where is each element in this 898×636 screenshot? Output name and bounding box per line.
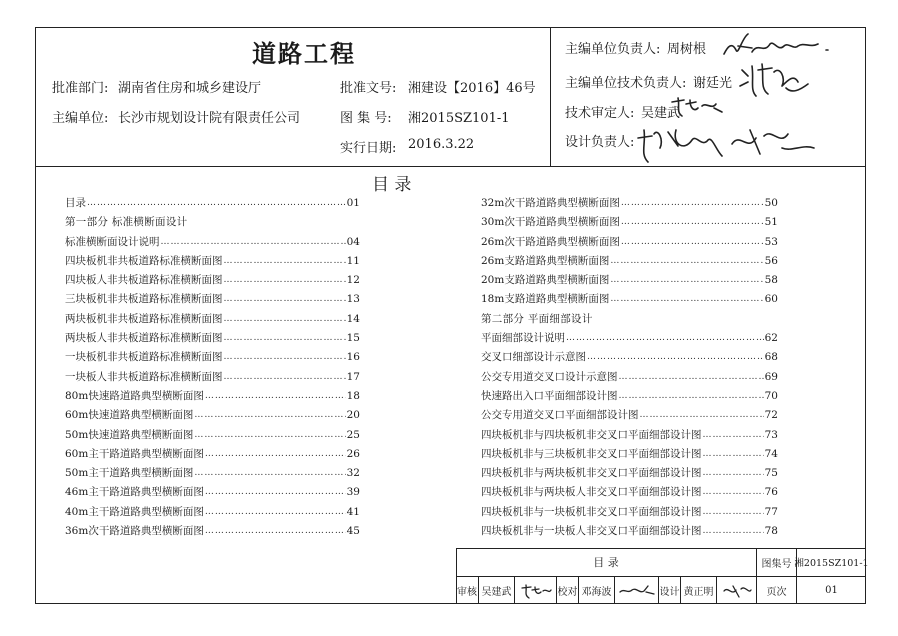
toc-item[interactable]: 26m次干路道路典型横断面图 …………………………………………………………………………………………………………………… 53: [481, 233, 778, 252]
toc-item[interactable]: 四块板机非与两块板人非交叉口平面细部设计图 …………………………………………………………………………………………………………………… 76: [481, 483, 778, 502]
title-block-atlas-no: 湘2015SZ101-1: [796, 548, 866, 576]
signature-design-lead: [632, 118, 822, 168]
atlas-label: 图 集 号:: [340, 111, 392, 126]
toc-item[interactable]: 四块板机非与两块板机非交叉口平面细部设计图 …………………………………………………………………………………………………………………… 75: [481, 464, 778, 483]
toc-item[interactable]: 两块板机非共板道路标准横断面图 …………………………………………………………………………………………………………………… 14: [65, 310, 360, 329]
document-title: 道路工程: [252, 40, 356, 68]
toc-item[interactable]: 一块板人非共板道路标准横断面图 …………………………………………………………………………………………………………………… 17: [65, 368, 360, 387]
title-block-name: 目 录: [593, 556, 619, 569]
chief-label: 主编单位负责人:: [565, 42, 661, 57]
toc-item[interactable]: 30m次干路道路典型横断面图 …………………………………………………………………………………………………………………… 51: [481, 213, 778, 232]
signature-chief: [718, 28, 838, 64]
title-block-grid: [456, 548, 869, 604]
toc-item-catalog[interactable]: 目录 …………………………………………………………………………………………………………………… 01: [65, 194, 360, 213]
toc-item[interactable]: 快速路出入口平面细部设计图 …………………………………………………………………………………………………………………… 70: [481, 387, 778, 406]
toc-item[interactable]: 四块板机非与一块板人非交叉口平面细部设计图 …………………………………………………………………………………………………………………… 78: [481, 522, 778, 541]
toc-item[interactable]: 80m快速路道路典型横断面图 …………………………………………………………………………………………………………………… 18: [65, 387, 360, 406]
signature-tech-review: [668, 94, 728, 120]
designer-signature-icon: [721, 582, 753, 600]
effective-date-label: 实行日期:: [340, 141, 397, 156]
title-block-page-no: 01: [796, 576, 866, 604]
toc-item[interactable]: 两块板人非共板道路标准横断面图 …………………………………………………………………………………………………………………… 15: [65, 329, 360, 348]
toc-heading: 目 录: [372, 175, 412, 195]
approval-dept-label: 批准部门:: [52, 81, 109, 96]
toc-section-part-one: 第一部分 标准横断面设计: [65, 216, 188, 229]
chief-name: 周树根: [667, 42, 707, 57]
toc-item[interactable]: 四块板机非与四块板机非交叉口平面细部设计图 …………………………………………………………………………………………………………………… 73: [481, 426, 778, 445]
atlas-value: 湘2015SZ101-1: [408, 111, 510, 126]
toc-item[interactable]: 60m快速道路典型横断面图 …………………………………………………………………………………………………………………… 20: [65, 406, 360, 425]
toc-item[interactable]: 18m支路道路典型横断面图 …………………………………………………………………………………………………………………… 60: [481, 290, 778, 309]
toc-item[interactable]: 36m次干路道路典型横断面图 …………………………………………………………………………………………………………………… 45: [65, 522, 360, 541]
header-divider-vertical: [550, 27, 551, 166]
toc-item[interactable]: 平面细部设计说明 …………………………………………………………………………………………………………………… 62: [481, 329, 778, 348]
title-block-designer-signature: [716, 576, 756, 604]
editor-unit-label: 主编单位:: [52, 111, 109, 126]
toc-item[interactable]: 三块板机非共板道路标准横断面图 …………………………………………………………………………………………………………………… 13: [65, 290, 360, 309]
title-block-design-label: 设计: [658, 576, 680, 604]
toc-item[interactable]: 四块板机非与三块板机非交叉口平面细部设计图 …………………………………………………………………………………………………………………… 74: [481, 445, 778, 464]
title-block-page-label: 页次: [756, 576, 796, 604]
toc-item[interactable]: 四块板机非与一块板机非交叉口平面细部设计图 …………………………………………………………………………………………………………………… 77: [481, 503, 778, 522]
tech-review-label: 技术审定人:: [565, 106, 635, 121]
checker-signature-icon: [618, 582, 656, 600]
title-block-check-label: 校对: [556, 576, 578, 604]
toc-item[interactable]: 26m支路道路典型横断面图 …………………………………………………………………………………………………………………… 56: [481, 252, 778, 271]
title-block-reviewer-signature: [514, 576, 556, 604]
toc-item[interactable]: 公交专用道交叉口设计示意图 …………………………………………………………………………………………………………………… 69: [481, 368, 778, 387]
toc-item[interactable]: 60m主干路道路典型横断面图 …………………………………………………………………………………………………………………… 26: [65, 445, 360, 464]
toc-column-left: [65, 194, 360, 541]
title-block-atlas-label: 图集号: [756, 548, 796, 576]
design-lead-label: 设计负责人:: [565, 135, 635, 150]
toc-section-part-two: 第二部分 平面细部设计: [481, 312, 593, 325]
title-block-checker: 邓海波: [578, 576, 614, 604]
tech-chief-label: 主编单位技术负责人:: [565, 76, 687, 91]
toc-item[interactable]: 32m次干路道路典型横断面图 …………………………………………………………………………………………………………………… 50: [481, 194, 778, 213]
effective-date-value: 2016.3.22: [408, 137, 475, 152]
title-block-reviewer: 吴建武: [478, 576, 514, 604]
toc-item[interactable]: 公交专用道交叉口平面细部设计图 …………………………………………………………………………………………………………………… 72: [481, 406, 778, 425]
title-block-designer: 黄正明: [680, 576, 716, 604]
signature-tech-chief: [738, 60, 818, 100]
tech-chief-name: 谢廷光: [693, 76, 733, 91]
toc-item[interactable]: 四块板人非共板道路标准横断面图 …………………………………………………………………………………………………………………… 12: [65, 271, 360, 290]
toc-item[interactable]: 50m快速道路典型横断面图 …………………………………………………………………………………………………………………… 25: [65, 426, 360, 445]
approval-doc-value: 湘建设【2016】46号: [408, 81, 536, 96]
editor-unit-value: 长沙市规划设计院有限责任公司: [118, 111, 301, 126]
reviewer-signature-icon: [519, 582, 553, 600]
toc-item[interactable]: 20m支路道路典型横断面图 …………………………………………………………………………………………………………………… 58: [481, 271, 778, 290]
toc-item[interactable]: 50m主干道路典型横断面图 …………………………………………………………………………………………………………………… 32: [65, 464, 360, 483]
toc-item[interactable]: 一块板机非共板道路标准横断面图 …………………………………………………………………………………………………………………… 16: [65, 348, 360, 367]
toc-item[interactable]: 46m主干路道路典型横断面图 …………………………………………………………………………………………………………………… 39: [65, 483, 360, 502]
tech-review-name: 吴建武: [641, 106, 681, 121]
title-block-checker-signature: [614, 576, 658, 604]
approval-dept-value: 湖南省住房和城乡建设厅: [118, 81, 262, 96]
approval-doc-label: 批准文号:: [340, 81, 397, 96]
toc-column-right: [481, 194, 778, 541]
toc-item[interactable]: 四块板机非共板道路标准横断面图 …………………………………………………………………………………………………………………… 11: [65, 252, 360, 271]
toc-item[interactable]: 交叉口细部设计示意图 …………………………………………………………………………………………………………………… 68: [481, 348, 778, 367]
title-block-review-label: 审核: [456, 576, 478, 604]
toc-item[interactable]: 标准横断面设计说明 …………………………………………………………………………………………………………………… 04: [65, 233, 360, 252]
toc-item[interactable]: 40m主干路道路典型横断面图 …………………………………………………………………………………………………………………… 41: [65, 503, 360, 522]
